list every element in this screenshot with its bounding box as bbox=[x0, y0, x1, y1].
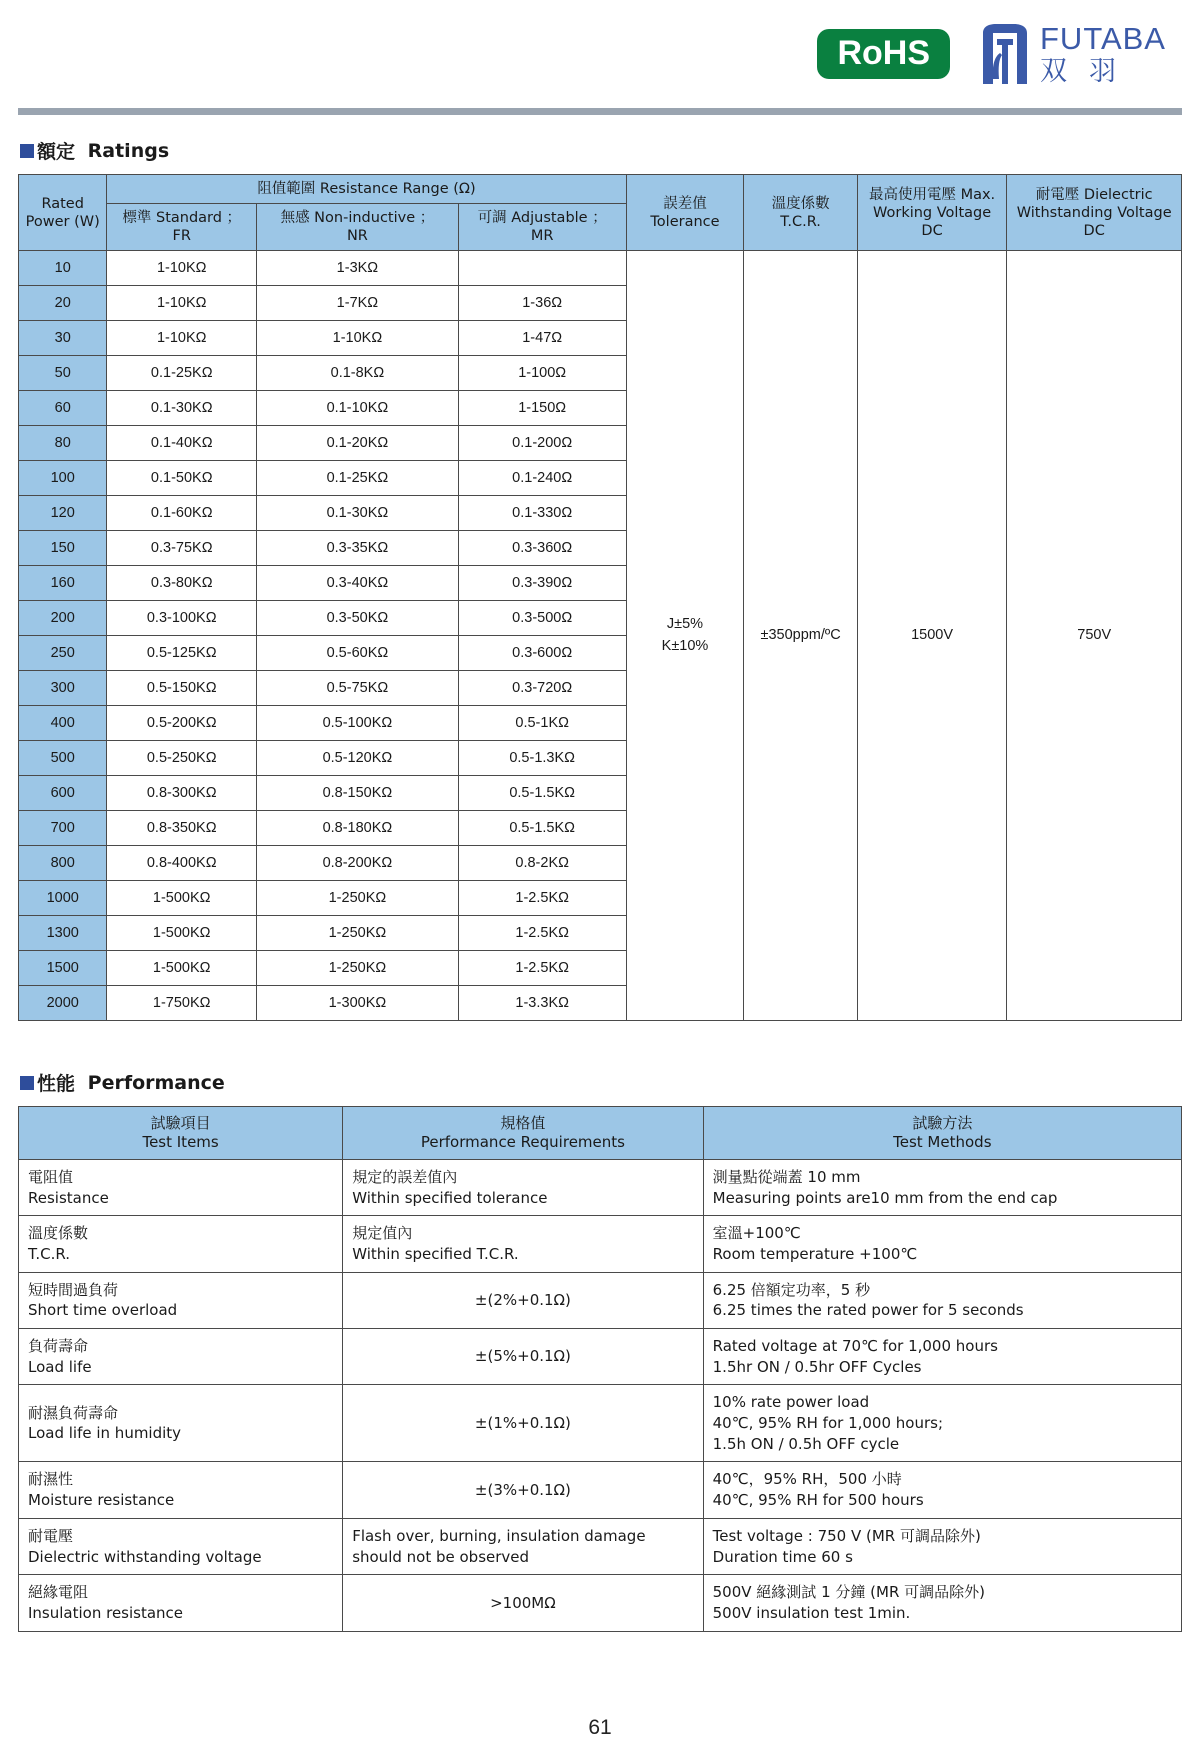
method-line: 40℃，95% RH，500 小時 bbox=[712, 1470, 902, 1489]
cell-rated-power: 2000 bbox=[19, 986, 107, 1021]
cell-adjustable-mr: 0.5-1.5KΩ bbox=[458, 776, 626, 811]
cell-non-inductive-nr: 0.8-150KΩ bbox=[257, 776, 459, 811]
cell-rated-power: 1500 bbox=[19, 951, 107, 986]
standard-line1: 標準 Standard ； bbox=[122, 210, 242, 227]
dielectric-line3: DC bbox=[1083, 222, 1105, 239]
requirements-cn: 規格值 bbox=[500, 1114, 546, 1133]
cell-adjustable-mr: 1-2.5KΩ bbox=[458, 916, 626, 951]
requirement-line: ±(2%+0.1Ω) bbox=[474, 1290, 571, 1309]
table-row bbox=[19, 251, 1182, 286]
cell-standard-fr: 0.5-250KΩ bbox=[107, 741, 257, 776]
cell-rated-power: 100 bbox=[19, 461, 107, 496]
cell-non-inductive-nr: 0.1-8KΩ bbox=[257, 356, 459, 391]
cell-rated-power: 200 bbox=[19, 601, 107, 636]
max-working-line2: Working Voltage bbox=[873, 204, 992, 221]
requirement-line: ±(1%+0.1Ω) bbox=[474, 1414, 571, 1433]
col-resistance-range: 阻值範圍 Resistance Range (Ω) bbox=[107, 175, 626, 204]
cell-non-inductive-nr: 0.8-200KΩ bbox=[257, 846, 459, 881]
cell-non-inductive-nr: 0.1-25KΩ bbox=[257, 461, 459, 496]
cell-non-inductive-nr: 0.1-20KΩ bbox=[257, 426, 459, 461]
method-line: Measuring points are10 mm from the end cap bbox=[712, 1188, 1058, 1207]
cell-adjustable-mr: 0.1-330Ω bbox=[458, 496, 626, 531]
cell-adjustable-mr: 0.1-200Ω bbox=[458, 426, 626, 461]
item-cn: 耐濕性 bbox=[28, 1470, 74, 1489]
cell-adjustable-mr: 0.3-600Ω bbox=[458, 636, 626, 671]
requirement-line: Flash over, burning, insulation damage bbox=[352, 1526, 646, 1545]
cell-standard-fr: 1-10KΩ bbox=[107, 321, 257, 356]
item-en: Resistance bbox=[28, 1188, 109, 1207]
item-cn: 負荷壽命 bbox=[28, 1337, 89, 1355]
col-performance-requirements bbox=[343, 1107, 703, 1160]
method-line: 6.25 倍額定功率，5 秒 bbox=[712, 1280, 871, 1299]
non-inductive-line1: 無感 Non-inductive ； bbox=[280, 210, 435, 227]
tolerance-line1: 誤差值 bbox=[663, 195, 707, 212]
test-items-en: Test Items bbox=[142, 1133, 219, 1152]
item-en: T.C.R. bbox=[28, 1244, 71, 1263]
non-inductive-line2: NR bbox=[346, 228, 368, 245]
performance-section-title bbox=[20, 1069, 1182, 1096]
method-line: Room temperature +100℃ bbox=[712, 1244, 918, 1263]
method-line: 1.5h ON / 0.5h OFF cycle bbox=[712, 1434, 900, 1453]
table-row bbox=[19, 1462, 1182, 1518]
method-line: 1.5hr ON / 0.5hr OFF Cycles bbox=[712, 1357, 922, 1376]
methods-cn: 試驗方法 bbox=[912, 1114, 973, 1133]
cell-standard-fr: 0.1-60KΩ bbox=[107, 496, 257, 531]
requirement-line: 規定的誤差值內 bbox=[352, 1167, 458, 1186]
item-en: Short time overload bbox=[28, 1301, 178, 1320]
test-items-cn: 試驗項目 bbox=[150, 1114, 211, 1133]
cell-test-item bbox=[19, 1159, 343, 1215]
table-row bbox=[19, 1272, 1182, 1328]
cell-rated-power: 600 bbox=[19, 776, 107, 811]
rated-power-line2: Power (W) bbox=[25, 213, 100, 230]
cell-rated-power: 250 bbox=[19, 636, 107, 671]
cell-rated-power: 50 bbox=[19, 356, 107, 391]
cell-adjustable-mr: 0.1-240Ω bbox=[458, 461, 626, 496]
cell-rated-power: 80 bbox=[19, 426, 107, 461]
requirement-line: 規定值內 bbox=[352, 1224, 413, 1243]
cell-adjustable-mr: 0.3-390Ω bbox=[458, 566, 626, 601]
tcr-line2: T.C.R. bbox=[780, 213, 821, 230]
cell-adjustable-mr: 0.3-720Ω bbox=[458, 671, 626, 706]
method-line: 測量點從端蓋 10 mm bbox=[712, 1167, 861, 1186]
cell-requirement bbox=[343, 1462, 703, 1518]
item-cn: 絕緣電阻 bbox=[28, 1583, 89, 1602]
cell-adjustable-mr: 1-36Ω bbox=[458, 286, 626, 321]
tcr-line1: 溫度係數 bbox=[771, 195, 830, 212]
cell-adjustable-mr bbox=[458, 251, 626, 286]
cell-method bbox=[703, 1272, 1181, 1328]
table-row bbox=[19, 1385, 1182, 1462]
cell-adjustable-mr: 1-2.5KΩ bbox=[458, 881, 626, 916]
item-cn: 電阻值 bbox=[28, 1167, 74, 1186]
page-number: 61 bbox=[588, 1716, 612, 1739]
square-bullet-icon bbox=[20, 144, 34, 158]
cell-test-item bbox=[19, 1216, 343, 1272]
item-en: Moisture resistance bbox=[28, 1491, 175, 1510]
cell-method bbox=[703, 1216, 1181, 1272]
requirement-line: >100MΩ bbox=[490, 1593, 556, 1612]
item-en: Insulation resistance bbox=[28, 1603, 184, 1622]
col-dielectric-voltage bbox=[1007, 175, 1182, 251]
dielectric-line2: Withstanding Voltage bbox=[1016, 204, 1172, 221]
cell-adjustable-mr: 1-100Ω bbox=[458, 356, 626, 391]
table-row bbox=[19, 1216, 1182, 1272]
cell-test-item bbox=[19, 1462, 343, 1518]
col-max-working-voltage bbox=[857, 175, 1007, 251]
section-spacer bbox=[18, 1021, 1182, 1069]
cell-rated-power: 700 bbox=[19, 811, 107, 846]
cell-adjustable-mr: 0.3-500Ω bbox=[458, 601, 626, 636]
cell-rated-power: 1300 bbox=[19, 916, 107, 951]
cell-requirement bbox=[343, 1329, 703, 1385]
cell-non-inductive-nr: 0.3-40KΩ bbox=[257, 566, 459, 601]
futaba-name-cn: 双羽 bbox=[1040, 56, 1138, 87]
tolerance-value-line2: K±10% bbox=[661, 637, 709, 654]
ratings-table-head bbox=[19, 175, 1182, 251]
cell-standard-fr: 0.1-50KΩ bbox=[107, 461, 257, 496]
performance-title-en: Performance bbox=[87, 1071, 225, 1094]
cell-rated-power: 10 bbox=[19, 251, 107, 286]
cell-non-inductive-nr: 0.5-60KΩ bbox=[257, 636, 459, 671]
adjustable-line2: MR bbox=[530, 228, 554, 245]
rohs-badge: RoHS bbox=[817, 29, 950, 79]
adjustable-line1: 可調 Adjustable ； bbox=[477, 210, 607, 227]
ratings-title-en: Ratings bbox=[87, 139, 170, 162]
cell-non-inductive-nr: 1-10KΩ bbox=[257, 321, 459, 356]
cell-standard-fr: 0.8-400KΩ bbox=[107, 846, 257, 881]
cell-tcr: ±350ppm/ºC bbox=[744, 251, 857, 1021]
standard-line2: FR bbox=[172, 228, 191, 245]
cell-requirement bbox=[343, 1272, 703, 1328]
cell-standard-fr: 0.8-350KΩ bbox=[107, 811, 257, 846]
cell-standard-fr: 1-10KΩ bbox=[107, 251, 257, 286]
cell-rated-power: 20 bbox=[19, 286, 107, 321]
futaba-logo bbox=[980, 23, 1166, 85]
method-line: 40℃, 95% RH for 1,000 hours; bbox=[712, 1414, 944, 1433]
cell-standard-fr: 1-500KΩ bbox=[107, 881, 257, 916]
cell-adjustable-mr: 0.5-1.3KΩ bbox=[458, 741, 626, 776]
ratings-table-body bbox=[19, 251, 1182, 1021]
page-header bbox=[18, 0, 1182, 108]
performance-table bbox=[18, 1106, 1182, 1631]
cell-adjustable-mr: 0.3-360Ω bbox=[458, 531, 626, 566]
cell-non-inductive-nr: 0.1-30KΩ bbox=[257, 496, 459, 531]
cell-rated-power: 150 bbox=[19, 531, 107, 566]
tolerance-value-line1: J±5% bbox=[666, 616, 704, 633]
cell-non-inductive-nr: 1-250KΩ bbox=[257, 881, 459, 916]
requirement-line: Within specified T.C.R. bbox=[352, 1244, 519, 1263]
cell-rated-power: 30 bbox=[19, 321, 107, 356]
cell-requirement bbox=[343, 1216, 703, 1272]
col-adjustable-mr bbox=[458, 204, 626, 251]
cell-standard-fr: 0.5-150KΩ bbox=[107, 671, 257, 706]
cell-adjustable-mr: 1-3.3KΩ bbox=[458, 986, 626, 1021]
cell-standard-fr: 1-500KΩ bbox=[107, 951, 257, 986]
method-line: Rated voltage at 70℃ for 1,000 hours bbox=[712, 1337, 998, 1355]
tolerance-line2: Tolerance bbox=[650, 213, 720, 230]
futaba-wordmark bbox=[1040, 23, 1166, 85]
cell-standard-fr: 0.5-200KΩ bbox=[107, 706, 257, 741]
cell-standard-fr: 0.3-100KΩ bbox=[107, 601, 257, 636]
requirement-line: ±(3%+0.1Ω) bbox=[474, 1480, 571, 1499]
cell-adjustable-mr: 1-2.5KΩ bbox=[458, 951, 626, 986]
method-line: 10% rate power load bbox=[712, 1393, 870, 1412]
cell-test-item bbox=[19, 1575, 343, 1631]
cell-requirement bbox=[343, 1159, 703, 1215]
cell-method bbox=[703, 1159, 1181, 1215]
col-test-methods bbox=[703, 1107, 1181, 1160]
item-en: Dielectric withstanding voltage bbox=[28, 1547, 262, 1566]
col-standard-fr bbox=[107, 204, 257, 251]
requirement-line: Within specified tolerance bbox=[352, 1188, 548, 1207]
cell-rated-power: 120 bbox=[19, 496, 107, 531]
cell-test-item bbox=[19, 1329, 343, 1385]
cell-standard-fr: 1-750KΩ bbox=[107, 986, 257, 1021]
cell-standard-fr: 0.3-75KΩ bbox=[107, 531, 257, 566]
cell-rated-power: 500 bbox=[19, 741, 107, 776]
item-cn: 溫度係數 bbox=[28, 1224, 89, 1243]
cell-requirement bbox=[343, 1575, 703, 1631]
method-line: 500V 絕緣測試 1 分鐘 (MR 可調品除外) bbox=[712, 1583, 985, 1602]
cell-method bbox=[703, 1518, 1181, 1574]
ratings-table bbox=[18, 174, 1182, 1021]
cell-non-inductive-nr: 0.3-35KΩ bbox=[257, 531, 459, 566]
requirement-line: ±(5%+0.1Ω) bbox=[474, 1347, 571, 1366]
cell-dielectric-voltage: 750V bbox=[1007, 251, 1182, 1021]
cell-rated-power: 60 bbox=[19, 391, 107, 426]
cell-method bbox=[703, 1575, 1181, 1631]
dielectric-line1: 耐電壓 Dielectric bbox=[1035, 186, 1153, 203]
cell-standard-fr: 1-500KΩ bbox=[107, 916, 257, 951]
cell-tolerance bbox=[626, 251, 744, 1021]
square-bullet-icon bbox=[20, 1076, 34, 1090]
cell-rated-power: 300 bbox=[19, 671, 107, 706]
cell-requirement bbox=[343, 1518, 703, 1574]
cell-non-inductive-nr: 0.5-100KΩ bbox=[257, 706, 459, 741]
cell-adjustable-mr: 0.8-2KΩ bbox=[458, 846, 626, 881]
item-cn: 短時間過負荷 bbox=[28, 1280, 119, 1299]
cell-adjustable-mr: 1-47Ω bbox=[458, 321, 626, 356]
item-en: Load life in humidity bbox=[28, 1424, 182, 1443]
cell-test-item bbox=[19, 1518, 343, 1574]
method-line: 6.25 times the rated power for 5 seconds bbox=[712, 1301, 1024, 1320]
cell-standard-fr: 0.1-30KΩ bbox=[107, 391, 257, 426]
ratings-header-row-1 bbox=[19, 175, 1182, 204]
method-line: 室溫+100℃ bbox=[712, 1224, 801, 1243]
rated-power-line1: Rated bbox=[41, 195, 84, 212]
method-line: Duration time 60 s bbox=[712, 1547, 853, 1566]
cell-standard-fr: 0.1-25KΩ bbox=[107, 356, 257, 391]
col-tcr bbox=[744, 175, 857, 251]
cell-non-inductive-nr: 0.5-120KΩ bbox=[257, 741, 459, 776]
method-line: 500V insulation test 1min. bbox=[712, 1603, 911, 1622]
cell-method bbox=[703, 1385, 1181, 1462]
performance-header-row bbox=[19, 1107, 1182, 1160]
futaba-mark-icon bbox=[980, 23, 1030, 85]
table-row bbox=[19, 1575, 1182, 1631]
cell-test-item bbox=[19, 1385, 343, 1462]
cell-test-item bbox=[19, 1272, 343, 1328]
ratings-title-cn: 額定 bbox=[37, 141, 76, 163]
performance-table-body bbox=[19, 1159, 1182, 1631]
col-non-inductive-nr bbox=[257, 204, 459, 251]
item-cn: 耐電壓 bbox=[28, 1526, 74, 1545]
cell-method bbox=[703, 1329, 1181, 1385]
methods-en: Test Methods bbox=[893, 1133, 992, 1152]
max-working-line1: 最高使用電壓 Max. bbox=[868, 186, 996, 203]
cell-standard-fr: 0.5-125KΩ bbox=[107, 636, 257, 671]
cell-max-working-voltage: 1500V bbox=[857, 251, 1007, 1021]
cell-rated-power: 400 bbox=[19, 706, 107, 741]
cell-non-inductive-nr: 0.5-75KΩ bbox=[257, 671, 459, 706]
cell-adjustable-mr: 0.5-1KΩ bbox=[458, 706, 626, 741]
ratings-section-title bbox=[20, 137, 1182, 164]
requirements-en: Performance Requirements bbox=[420, 1133, 625, 1152]
cell-method bbox=[703, 1462, 1181, 1518]
cell-standard-fr: 0.3-80KΩ bbox=[107, 566, 257, 601]
requirement-line: should not be observed bbox=[352, 1547, 530, 1566]
header-divider bbox=[18, 108, 1182, 115]
cell-rated-power: 1000 bbox=[19, 881, 107, 916]
method-line: 40℃, 95% RH for 500 hours bbox=[712, 1491, 924, 1510]
item-cn: 耐濕負荷壽命 bbox=[28, 1403, 119, 1422]
cell-non-inductive-nr: 1-7KΩ bbox=[257, 286, 459, 321]
cell-standard-fr: 0.8-300KΩ bbox=[107, 776, 257, 811]
col-test-items bbox=[19, 1107, 343, 1160]
cell-non-inductive-nr: 1-250KΩ bbox=[257, 951, 459, 986]
col-rated-power bbox=[19, 175, 107, 251]
cell-non-inductive-nr: 0.3-50KΩ bbox=[257, 601, 459, 636]
cell-rated-power: 800 bbox=[19, 846, 107, 881]
item-en: Load life bbox=[28, 1357, 92, 1376]
cell-non-inductive-nr: 0.1-10KΩ bbox=[257, 391, 459, 426]
cell-non-inductive-nr: 0.8-180KΩ bbox=[257, 811, 459, 846]
futaba-name-en: FUTABA bbox=[1040, 21, 1166, 56]
table-row bbox=[19, 1329, 1182, 1385]
cell-standard-fr: 0.1-40KΩ bbox=[107, 426, 257, 461]
method-line: Test voltage : 750 V (MR 可調品除外) bbox=[712, 1526, 981, 1545]
performance-title-cn: 性能 bbox=[37, 1073, 76, 1096]
cell-adjustable-mr: 1-150Ω bbox=[458, 391, 626, 426]
cell-non-inductive-nr: 1-3KΩ bbox=[257, 251, 459, 286]
table-row bbox=[19, 1518, 1182, 1574]
col-tolerance bbox=[626, 175, 744, 251]
table-row bbox=[19, 1159, 1182, 1215]
max-working-line3: DC bbox=[921, 222, 943, 239]
cell-non-inductive-nr: 1-300KΩ bbox=[257, 986, 459, 1021]
cell-requirement bbox=[343, 1385, 703, 1462]
performance-table-head bbox=[19, 1107, 1182, 1160]
cell-standard-fr: 1-10KΩ bbox=[107, 286, 257, 321]
cell-non-inductive-nr: 1-250KΩ bbox=[257, 916, 459, 951]
cell-adjustable-mr: 0.5-1.5KΩ bbox=[458, 811, 626, 846]
cell-rated-power: 160 bbox=[19, 566, 107, 601]
